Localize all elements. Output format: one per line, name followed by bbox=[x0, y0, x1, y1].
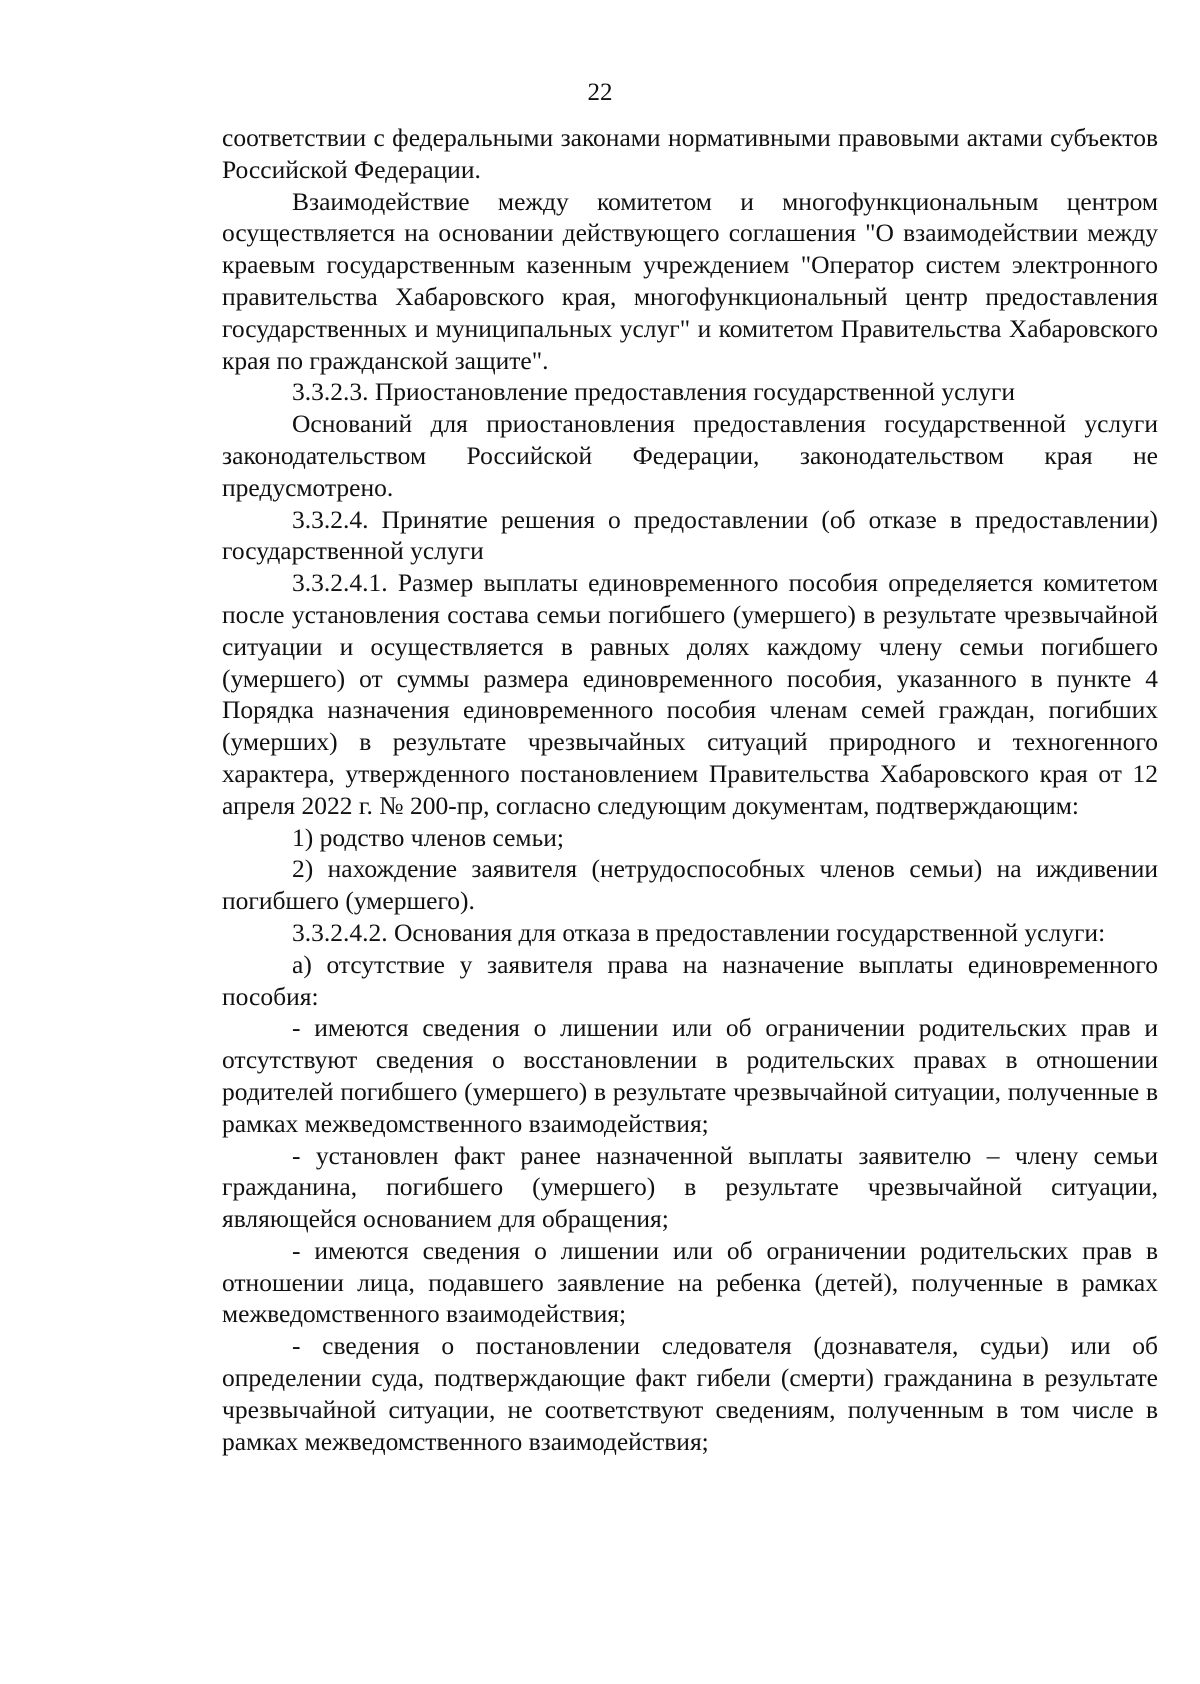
dash-item-2: - установлен факт ранее назначенной выплаты заявителю – члену семьи гражданина, погибшего (умершего) в результате чрезвычайной ситуации, являющейся основанием для обращения; bbox=[222, 1140, 1158, 1234]
dash-item-3: - имеются сведения о лишении или об ограничении родительских прав в отношении лица, подавшего заявление на ребенка (детей), полученные в рамках межведомственного взаимодействия; bbox=[222, 1235, 1158, 1329]
dash-item-4: - сведения о постановлении следователя (дознавателя, судьи) или об определении суда, подтверждающие факт гибели (смерти) гражданина в результате чрезвычайной ситуации, не соответствуют сведениям, полученным в том числе в рамках межведомственного взаимодействия; bbox=[222, 1331, 1158, 1456]
paragraph-3-3-2-4-2: 3.3.2.4.2. Основания для отказа в предоставлении государственной услуги: bbox=[292, 917, 1106, 947]
document-body bbox=[222, 122, 1158, 1457]
list-item-2: 2) нахождение заявителя (нетрудоспособных членов семьи) на иждивении погибшего (умершего). bbox=[222, 854, 1158, 916]
page-number: 22 bbox=[587, 79, 613, 106]
paragraph-no-suspension: Оснований для приостановления предоставления государственной услуги законодательством Российской Федерации, законодательством края не предусмотрено. bbox=[222, 409, 1158, 502]
paragraph-interaction: Взаимодействие между комитетом и многофункциональным центром осуществляется на основании действующего соглашения "О взаимодействии между краевым государственным казенным учреждением "Оператор систем электронного правительства Хабаровского края, многофункциональный центр предоставления государственных и муниципальных услуг" и комитетом Правительства Хабаровского края по гражданской защите". bbox=[222, 186, 1158, 375]
dash-item-1: - имеются сведения о лишении или об ограничении родительских прав и отсутствуют сведения о восстановлении в родительских правах в отношении родителей погибшего (умершего) в результате чрезвычайной ситуации, полученные в рамках межведомственного взаимодействия; bbox=[222, 1013, 1158, 1138]
paragraph-continuation: соответствии с федеральными законами нормативными правовыми актами субъектов Российской Федерации. bbox=[222, 123, 1158, 184]
list-item-1: 1) родство членов семьи; bbox=[292, 822, 564, 852]
section-heading-3-3-2-3: 3.3.2.3. Приостановление предоставления государственной услуги bbox=[292, 377, 1016, 407]
section-heading-3-3-2-4: 3.3.2.4. Принятие решения о предоставлении (об отказе в предоставлении) государственной услуги bbox=[222, 504, 1158, 566]
list-item-a: а) отсутствие у заявителя права на назначение выплаты единовременного пособия: bbox=[222, 949, 1158, 1011]
paragraph-3-3-2-4-1: 3.3.2.4.1. Размер выплаты единовременного пособия определяется комитетом после установления состава семьи погибшего (умершего) в результате чрезвычайной ситуации и осуществляется в равных долях каждому члену семьи погибшего (умершего) от суммы размера единовременного пособия, указанного в пункте 4 Порядка назначения единовременного пособия членам семей граждан, погибших (умерших) в результате чрезвычайных ситуаций природного и техногенного характера, утвержденного постановлением Правительства Хабаровского края от 12 апреля 2022 г. № 200-пр, согласно следующим документам, подтверждающим: bbox=[222, 568, 1158, 820]
